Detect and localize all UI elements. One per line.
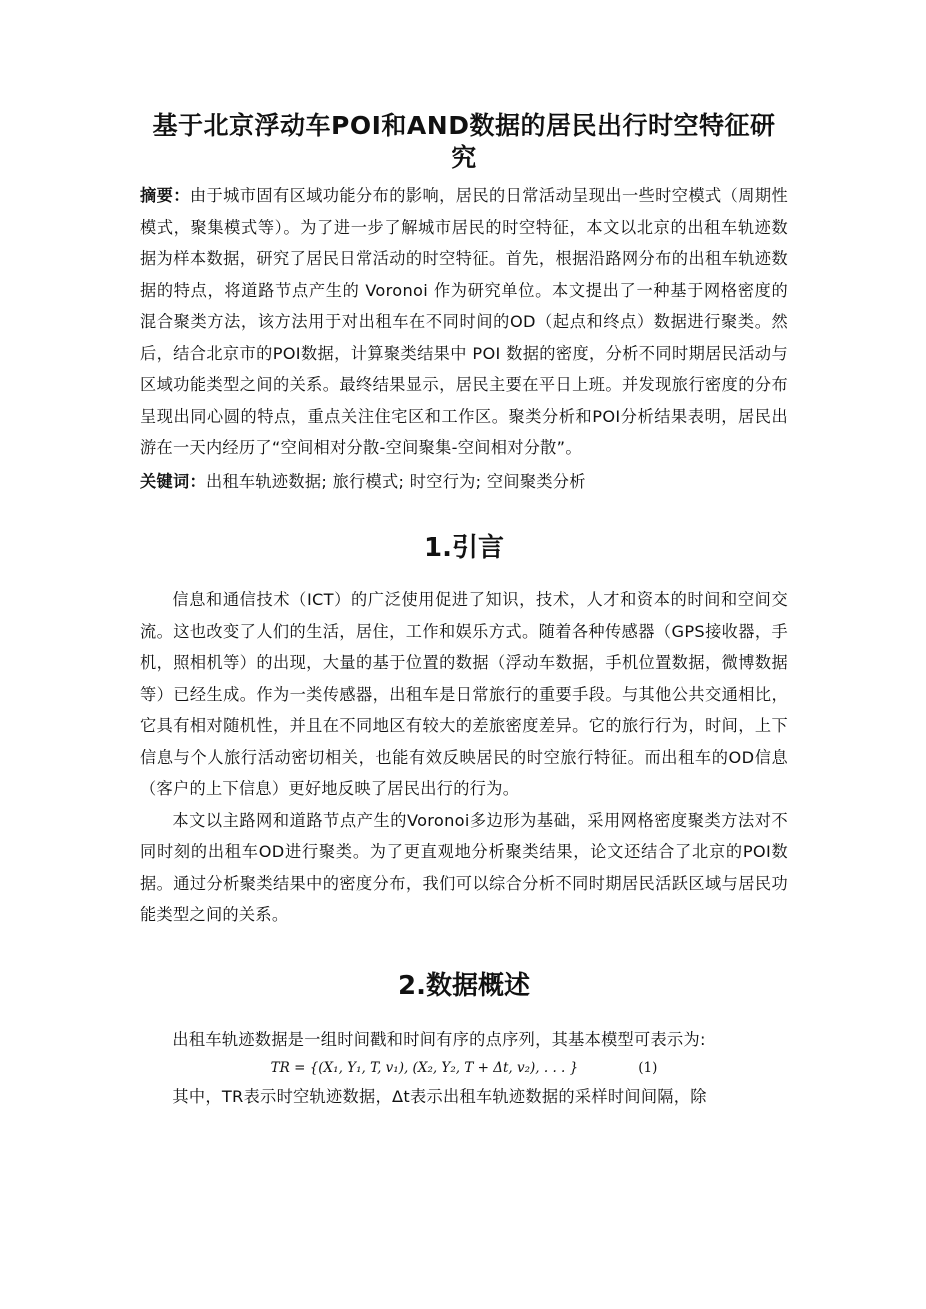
intro-paragraph-1: 信息和通信技术（ICT）的广泛使用促进了知识，技术，人才和资本的时间和空间交流。这也改变了人们的生活，居住，工作和娱乐方式。随着各种传感器（GPS接收器，手机，照相机等）的出现，大量的基于位置的数据（浮动车数据，手机位置数据，微博数据等）已经生成。作为一类传感器，出租车是日常旅行的重要手段。与其他公共交通相比，它具有相对随机性，并且在不同地区有较大的差旅密度差异。它的旅行行为，时间，上下信息与个人旅行活动密切相关，也能有效反映居民的时空旅行特征。而出租车的OD信息（客户的上下信息）更好地反映了居民出行的行为。: [140, 590, 788, 798]
data-intro-paragraph: 出租车轨迹数据是一组时间戳和时间有序的点序列，其基本模型可表示为:: [172, 1029, 706, 1049]
abstract: [140, 180, 788, 464]
section-heading-data: 2.数据概述: [398, 970, 530, 1001]
intro-paragraph-2: 本文以主路网和道路节点产生的Voronoi多边形为基础，采用网格密度聚类方法对不同时刻的出租车OD进行聚类。为了更直观地分析聚类结果，论文还结合了北京的POI数据。通过分析聚类结果中的密度分布，我们可以综合分析不同时期居民活跃区域与居民功能类型之间的关系。: [140, 810, 788, 924]
formula-expression: TR = {(X₁, Y₁, T, v₁), (X₂, Y₂, T + Δt, v₂), . . . }: [270, 1060, 579, 1076]
keywords-text: 出租车轨迹数据; 旅行模式; 时空行为; 空间聚类分析: [205, 471, 586, 491]
keywords-label: 关键词：: [140, 471, 206, 491]
section-heading-intro: 1.引言: [424, 533, 504, 563]
abstract-label: 摘要：: [140, 186, 190, 205]
trajectory-formula: [140, 1055, 788, 1081]
data-after-paragraph: 其中，TR表示时空轨迹数据，Δt表示出租车轨迹数据的采样时间间隔，除: [172, 1087, 707, 1106]
formula-number: (1): [638, 1060, 658, 1076]
paper-title: 基于北京浮动车POI和AND数据的居民出行时空特征研究: [152, 111, 776, 172]
paper-page: [140, 110, 788, 1113]
abstract-text: 由于城市固有区域功能分布的影响，居民的日常活动呈现出一些时空模式（周期性模式，聚集模式等）。为了进一步了解城市居民的时空特征，本文以北京的出租车轨迹数据为样本数据，研究了居民日常活动的时空特征。首先，根据沿路网分布的出租车轨迹数据的特点，将道路节点产生的 Voronoi 作为研究单位。本文提出了一种基于网格密度的混合聚类方法，该方法用于对出租车在不同时间的OD（起点和终点）数据进行聚类。然后，结合北京市的POI数据，计算聚类结果中 POI 数据的密度，分析不同时期居民活动与区域功能类型之间的关系。最终结果显示，居民主要在平日上班。并发现旅行密度的分布呈现出同心圆的特点，重点关注住宅区和工作区。聚类分析和POI分析结果表明，居民出游在一天内经历了“空间相对分散-空间聚集-空间相对分散”。: [140, 186, 788, 457]
keywords: [140, 466, 788, 498]
